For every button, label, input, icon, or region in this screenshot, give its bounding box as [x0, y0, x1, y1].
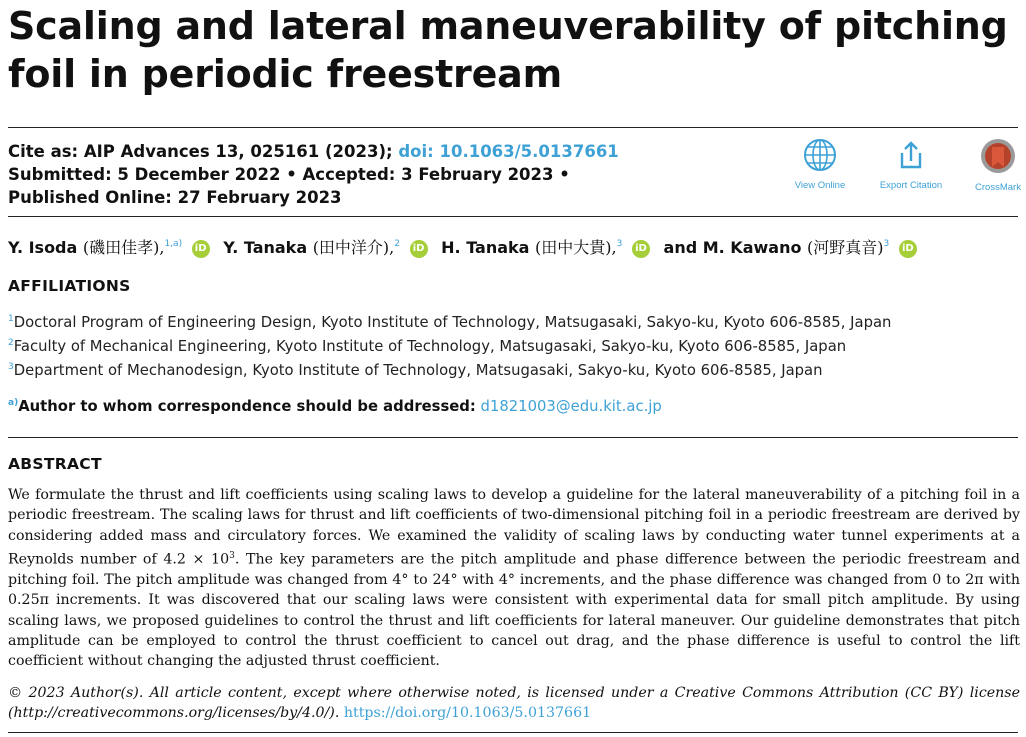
export-icon: [893, 137, 929, 173]
abstract-part-1: We formulate the thrust and lift coefficients using scaling laws to develop a guideline for the lateral maneuverability of a pitching foil in a periodic freestream. The scaling laws for thrust and lift coefficients of two-dimensional pitching foil in a periodic freestream are derived by considering added mass and circulatory forces. We examined the validity of scaling laws by conducting water tunnel experiments at a Reynolds number of 4.2 × 10: [8, 487, 1020, 568]
export-citation-button[interactable]: [871, 137, 951, 191]
author-affiliation-marker: 3: [883, 239, 890, 249]
abstract-heading: ABSTRACT: [8, 455, 102, 473]
orcid-icon[interactable]: iD: [410, 240, 428, 258]
citation-block: [8, 140, 788, 209]
dates-line-1: Submitted: 5 December 2022 • Accepted: 3 February 2023 •: [8, 165, 570, 184]
affiliation-text: Faculty of Mechanical Engineering, Kyoto Institute of Technology, Matsugasaki, Sakyo-ku, Kyoto 606-8585, Japan: [13, 338, 847, 355]
globe-icon: [802, 137, 838, 173]
author-list: [8, 232, 1018, 260]
license-text: [8, 683, 1020, 724]
crossmark-label: CrossMark: [975, 182, 1021, 193]
author-affiliation-marker: 1,a): [164, 239, 183, 249]
export-citation-label: Export Citation: [879, 180, 943, 191]
abstract-part-2: . The key parameters are the pitch amplitude and phase difference between the periodic freestream and pitching foil. The pitch amplitude was changed from 4° to 24° with 4° increments, and the phase difference was changed from 0 to 2π with 0.25π increments. It was discovered that our scaling laws were consistent with experimental data for small pitch amplitude. By using scaling laws, we proposed guidelines to control the thrust and lift coefficients for lateral maneuver. Our guideline demonstrates that pitch amplitude can be employed to control the thrust coefficient to cancel out drag, and the phase difference is useful to control the lift coefficient without changing the adjusted thrust coefficient.: [8, 551, 1020, 670]
abstract-exponent: 3: [229, 550, 235, 561]
author-affiliation-marker: 2: [394, 239, 400, 249]
author-cjk-name: (田中大貴),: [535, 238, 617, 257]
author-cjk-name: (田中洋介),: [312, 238, 395, 257]
abstract-divider: [8, 437, 1018, 438]
article-tools: [790, 137, 1022, 197]
crossmark-button[interactable]: [958, 137, 1026, 193]
article-title: Scaling and lateral maneuverability of pitching foil in periodic freestream: [8, 4, 1008, 96]
orcid-icon[interactable]: iD: [192, 240, 210, 258]
author-cjk-name: (河野真音): [807, 238, 884, 257]
bottom-divider: [8, 732, 1018, 733]
correspondence-email[interactable]: d1821003@edu.kit.ac.jp: [480, 398, 662, 415]
affiliation-text: Department of Mechanodesign, Kyoto Institute of Technology, Matsugasaki, Sakyo-ku, Kyoto 606-8585, Japan: [13, 362, 823, 379]
view-online-button[interactable]: [780, 137, 860, 191]
citation-divider: [8, 216, 1018, 217]
author-cjk-name: (磯田佳孝),: [82, 238, 165, 257]
cite-as: Cite as: AIP Advances 13, 025161 (2023);: [8, 142, 393, 161]
author-name[interactable]: and M. Kawano: [663, 238, 802, 257]
affiliation-item: [8, 309, 891, 333]
correspondence-line: [8, 398, 662, 415]
affiliation-number: 1: [8, 314, 14, 324]
orcid-icon[interactable]: iD: [899, 240, 917, 258]
correspondence-label: Author to whom correspondence should be addressed:: [18, 398, 476, 415]
author-affiliation-marker: 3: [616, 239, 623, 249]
crossmark-icon: [979, 137, 1017, 175]
doi-link[interactable]: doi: 10.1063/5.0137661: [398, 142, 619, 161]
abstract-text: [8, 485, 1020, 671]
author-name[interactable]: Y. Tanaka: [223, 238, 308, 257]
affiliation-text: Doctoral Program of Engineering Design, Kyoto Institute of Technology, Matsugasaki, Sakyo-ku, Kyoto 606-8585, Japan: [13, 314, 892, 331]
affiliation-item: [8, 357, 823, 381]
view-online-label: View Online: [794, 180, 846, 191]
author-name[interactable]: Y. Isoda: [8, 238, 78, 257]
author-name[interactable]: H. Tanaka: [441, 238, 530, 257]
affiliation-number: 2: [8, 338, 14, 348]
title-divider: [8, 127, 1018, 128]
dates-line-2: Published Online: 27 February 2023: [8, 188, 342, 207]
license-statement: © 2023 Author(s). All article content, except where otherwise noted, is licensed under a Creative Commons Attribution (CC BY) license (http://creativecommons.org/licenses/by/4.0/).: [8, 685, 1020, 722]
affiliation-number: 3: [8, 362, 14, 372]
affiliation-item: [8, 333, 846, 357]
affiliations-heading: AFFILIATIONS: [8, 277, 131, 295]
license-doi-link[interactable]: https://doi.org/10.1063/5.0137661: [343, 705, 592, 722]
correspondence-marker: a): [8, 398, 19, 408]
orcid-icon[interactable]: iD: [632, 240, 650, 258]
